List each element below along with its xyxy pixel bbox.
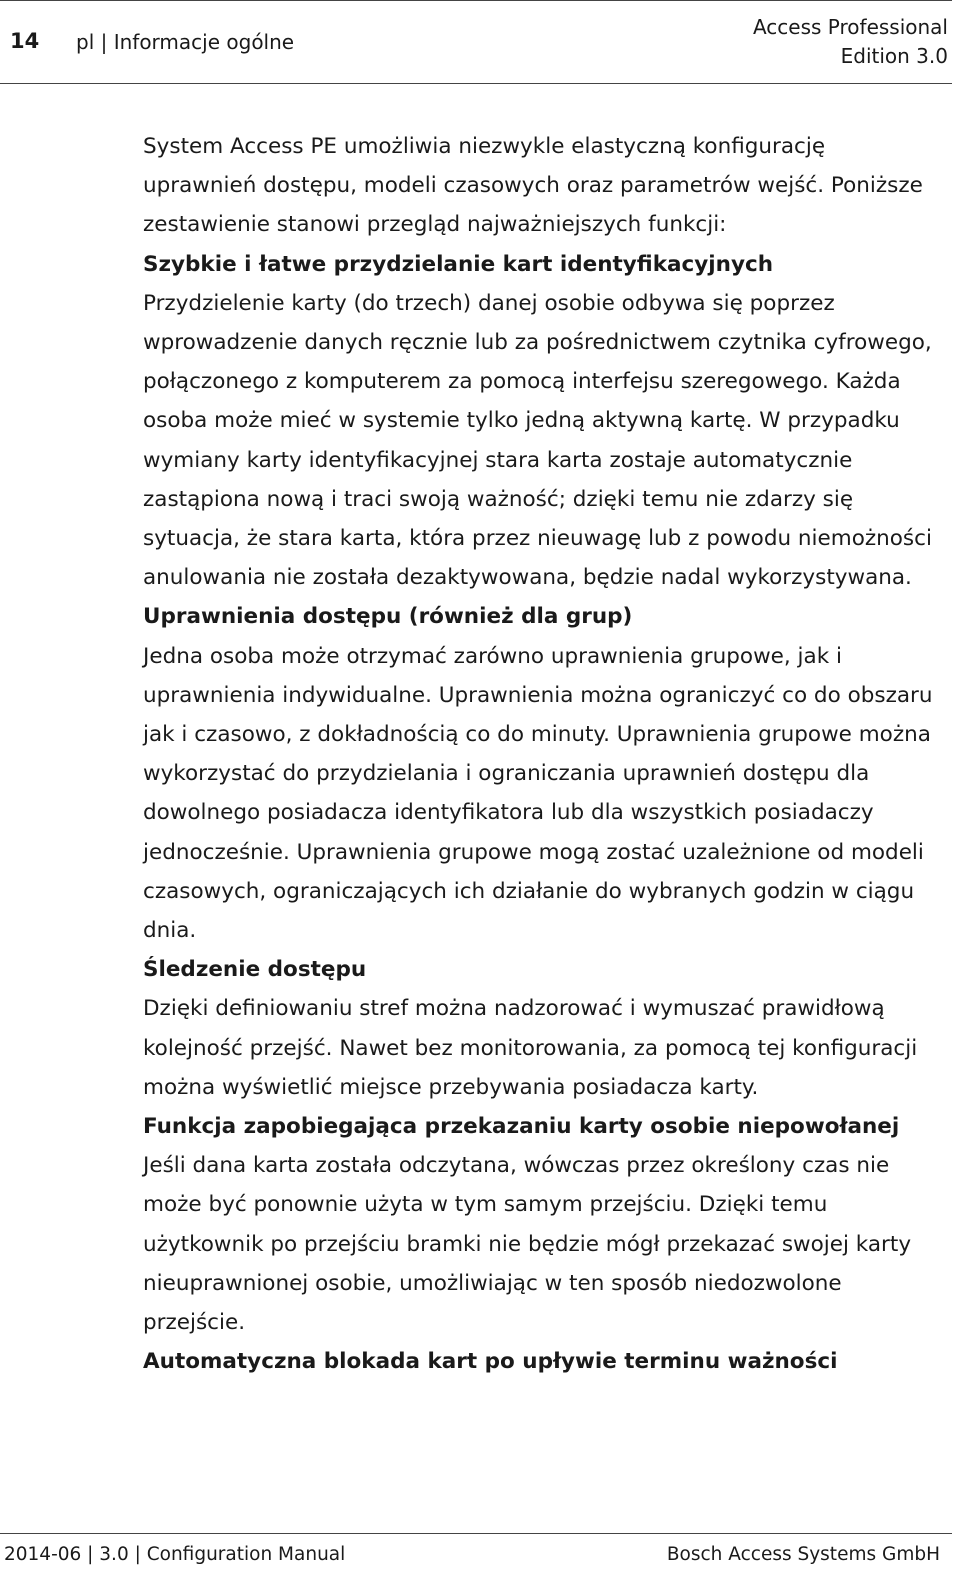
- product-title: [753, 13, 948, 71]
- page-footer: [0, 1533, 952, 1581]
- intro-paragraph: System Access PE umożliwia niezwykle elastyczną konfigurację uprawnień dostępu, modeli czasowych oraz parametrów wejść. Poniższe zestawienie stanowi przegląd najważniejszych funkcji:: [143, 134, 923, 238]
- footer-document-info: 2014-06 | 3.0 | Configuration Manual: [4, 1544, 346, 1565]
- page-header: [0, 0, 952, 84]
- page-number: 14: [10, 29, 40, 53]
- footer-company: Bosch Access Systems GmbH: [666, 1544, 940, 1565]
- heading-card-assignment: Szybkie i łatwe przydzielanie kart identyfikacyjnych: [143, 251, 774, 277]
- paragraph-access-rights: Jedna osoba może otrzymać zarówno uprawnienia grupowe, jak i uprawnienia indywidualne. Uprawnienia można ograniczyć co do obszaru jak i czasowo, z dokładnością co do minuty. Uprawnienia grupowe można wykorzystać do przydzielania i ograniczania uprawnień dostępu dla dowolnego posiadacza identyfikatora lub dla wszystkich posiadaczy jednocześnie. Uprawnienia grupowe mogą zostać uzależnione od modeli czasowych, ograniczających ich działanie do wybranych godzin w ciągu dnia.: [143, 643, 933, 944]
- section-label: pl | Informacje ogólne: [76, 30, 295, 54]
- heading-card-expiry: Automatyczna blokada kart po upływie terminu ważności: [143, 1349, 838, 1375]
- product-name: Access Professional: [752, 15, 948, 39]
- heading-anti-passback: Funkcja zapobiegająca przekazaniu karty osobie niepowołanej: [143, 1114, 900, 1140]
- product-edition: Edition 3.0: [840, 44, 948, 68]
- heading-access-rights: Uprawnienia dostępu (również dla grup): [143, 604, 633, 630]
- paragraph-anti-passback: Jeśli dana karta została odczytana, wówczas przez określony czas nie może być ponownie użyta w tym samym przejściu. Dzięki temu użytkownik po przejściu bramki nie będzie mógł przekazać swojej karty nieuprawnionej osobie, umożliwiając w ten sposób niedozwolone przejście.: [143, 1153, 912, 1336]
- heading-access-tracking: Śledzenie dostępu: [143, 957, 367, 983]
- paragraph-access-tracking: Dzięki definiowaniu stref można nadzorować i wymuszać prawidłową kolejność przejść. Nawet bez monitorowania, za pomocą tej konfiguracji można wyświetlić miejsce przebywania posiadacza karty.: [143, 996, 918, 1100]
- paragraph-card-assignment: Przydzielenie karty (do trzech) danej osobie odbywa się poprzez wprowadzenie danych ręcznie lub za pośrednictwem czytnika cyfrowego, połączonego z komputerem za pomocą interfejsu szeregowego. Każda osoba może mieć w systemie tylko jedną aktywną kartę. W przypadku wymiany karty identyfikacyjnej stara karta zostaje automatycznie zastąpiona nową i traci swoją ważność; dzięki temu nie zdarzy się sytuacja, że stara karta, która przez nieuwagę lub z powodu niemożności anulowania nie została dezaktywowana, będzie nadal wykorzystywana.: [143, 290, 932, 591]
- document-body: [143, 127, 943, 1382]
